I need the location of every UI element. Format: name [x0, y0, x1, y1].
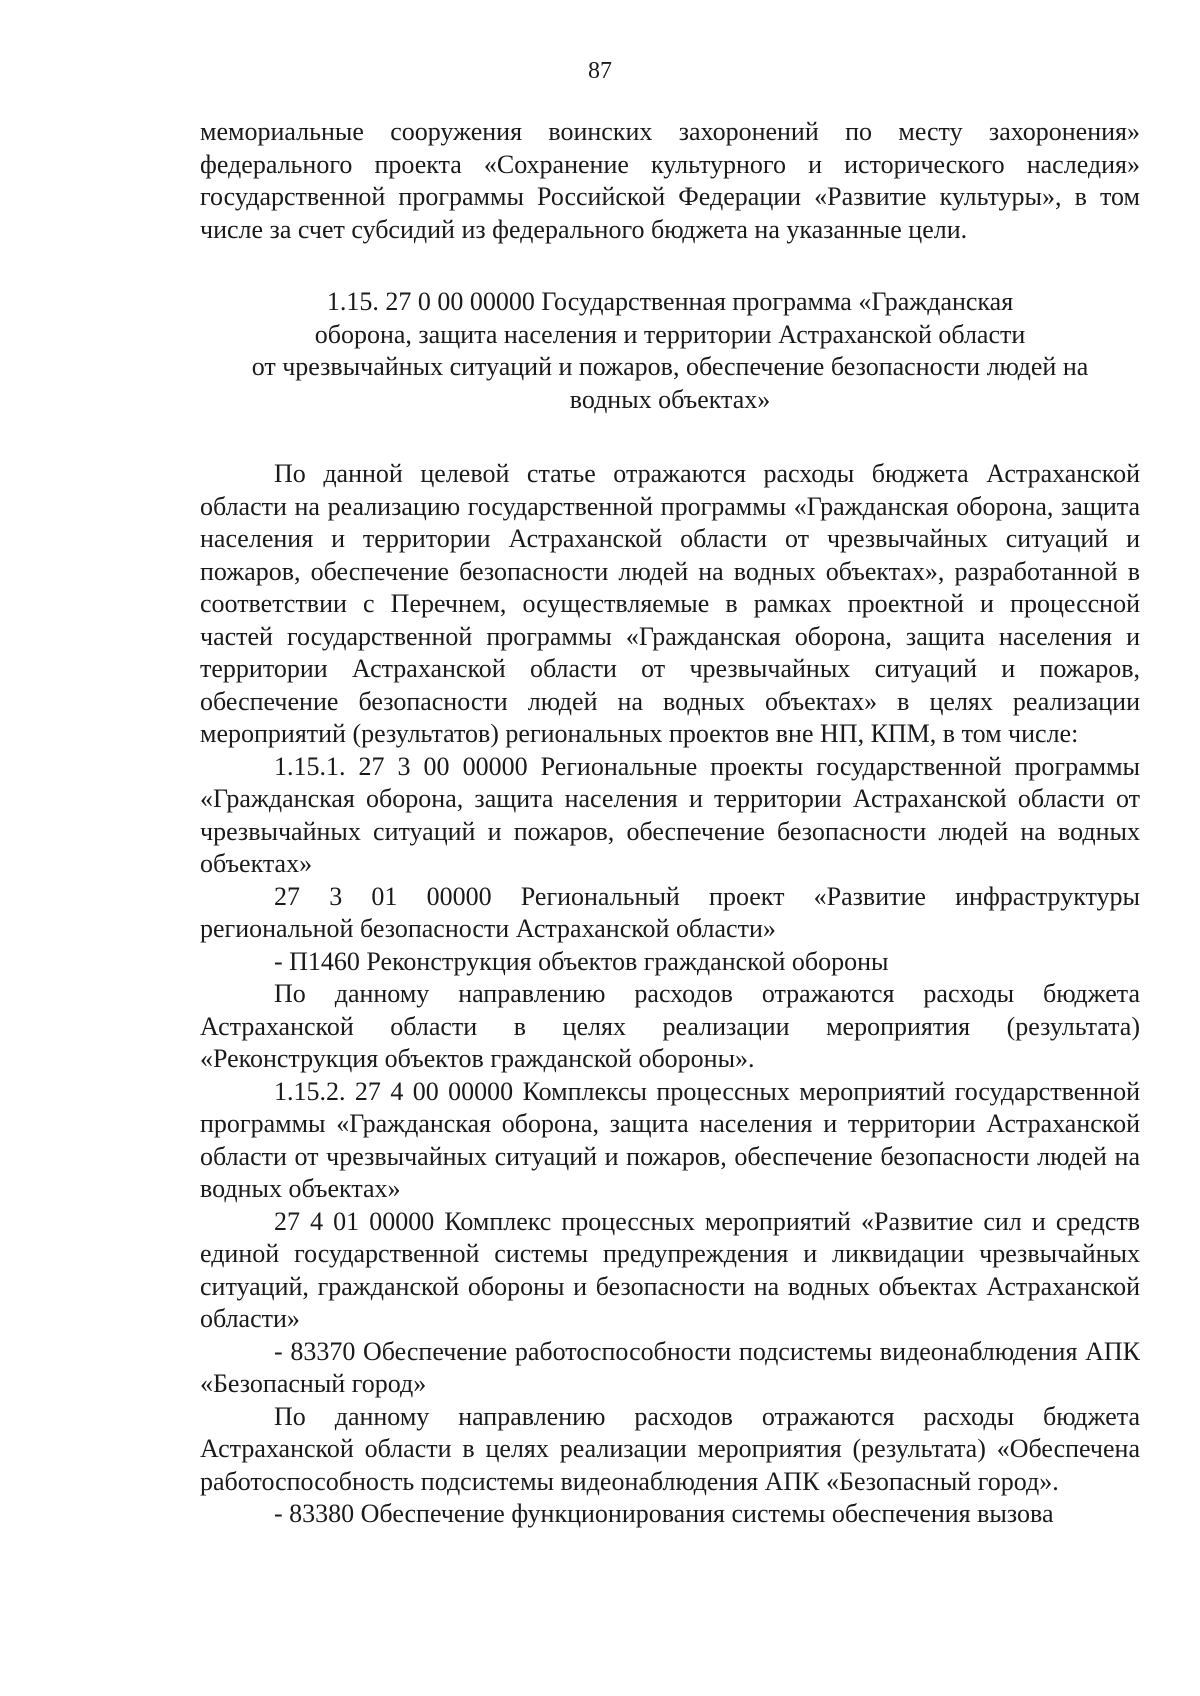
paragraph-intro: По данной целевой статье отражаются расходы бюджета Астраханской области на реализацию государственной программы «Гражданская оборона, защита населения и территории Астраханской области от чрезвычайных ситуаций и пожаров, обеспечение безопасности людей на водных объектах», разработанной в соответствии с Перечнем, осуществляемые в рамках проектной и процессной частей государственной программы «Гражданская оборона, защита населения и территории Астраханской области от чрезвычайных ситуаций и пожаров, обеспечение безопасности людей на водных объектах» в целях реализации мероприятий (результатов) региональных проектов вне НП, КПМ, в том числе: [200, 459, 1140, 748]
paragraph-regional-project: 27 3 01 00000 Региональный проект «Развитие инфраструктуры региональной безопасности Астраханской области» [200, 881, 1140, 943]
page-number: 87 [588, 58, 612, 84]
document-body [200, 116, 1140, 1531]
heading-line: 1.15. 27 0 00 00000 Государственная программа «Гражданская [326, 287, 1014, 316]
paragraph-continuation: мемориальные сооружения воинских захоронений по месту захоронения» федерального проекта «Сохранение культурного и исторического наследия» государственной программы Российской Федерации «Развитие культуры», в том числе за счет субсидий из федерального бюджета на указанные цели. [200, 117, 1140, 244]
paragraph-expense-description: По данному направлению расходов отражаются расходы бюджета Астраханской области в целях реализации мероприятия (результата) «Реконструкция объектов гражданской обороны». [200, 979, 1140, 1073]
heading-line: водных объектах» [569, 384, 771, 414]
section-heading [200, 286, 1140, 416]
heading-line: от чрезвычайных ситуаций и пожаров, обеспечение безопасности людей на [251, 352, 1089, 381]
heading-line: оборона, защита населения и территории Астраханской области [314, 319, 1026, 349]
paragraph-expense-item: - 83370 Обеспечение работоспособности подсистемы видеонаблюдения АПК «Безопасный город» [200, 1336, 1140, 1398]
paragraph-expense-item: - 83380 Обеспечение функционирования системы обеспечения вызова [274, 1499, 1054, 1528]
paragraph-regional-projects: 1.15.1. 27 3 00 00000 Региональные проекты государственной программы «Гражданская оборона, защита населения и территории Астраханской области от чрезвычайных ситуаций и пожаров, обеспечение безопасности людей на водных объектах» [200, 751, 1140, 878]
paragraph-process-complex: 27 4 01 00000 Комплекс процессных мероприятий «Развитие сил и средств единой государственной системы предупреждения и ликвидации чрезвычайных ситуаций, гражданской обороны и безопасности на водных объектах Астраханской области» [200, 1206, 1140, 1333]
paragraph-expense-item: - П1460 Реконструкция объектов гражданской обороны [274, 946, 889, 976]
paragraph-expense-description: По данному направлению расходов отражаются расходы бюджета Астраханской области в целях реализации мероприятия (результата) «Обеспечена работоспособность подсистемы видеонаблюдения АПК «Безопасный город». [200, 1401, 1140, 1496]
paragraph-process-complexes: 1.15.2. 27 4 00 00000 Комплексы процессных мероприятий государственной программы «Гражданская оборона, защита населения и территории Астраханской области от чрезвычайных ситуаций и пожаров, обеспечение безопасности людей на водных объектах» [200, 1076, 1140, 1203]
